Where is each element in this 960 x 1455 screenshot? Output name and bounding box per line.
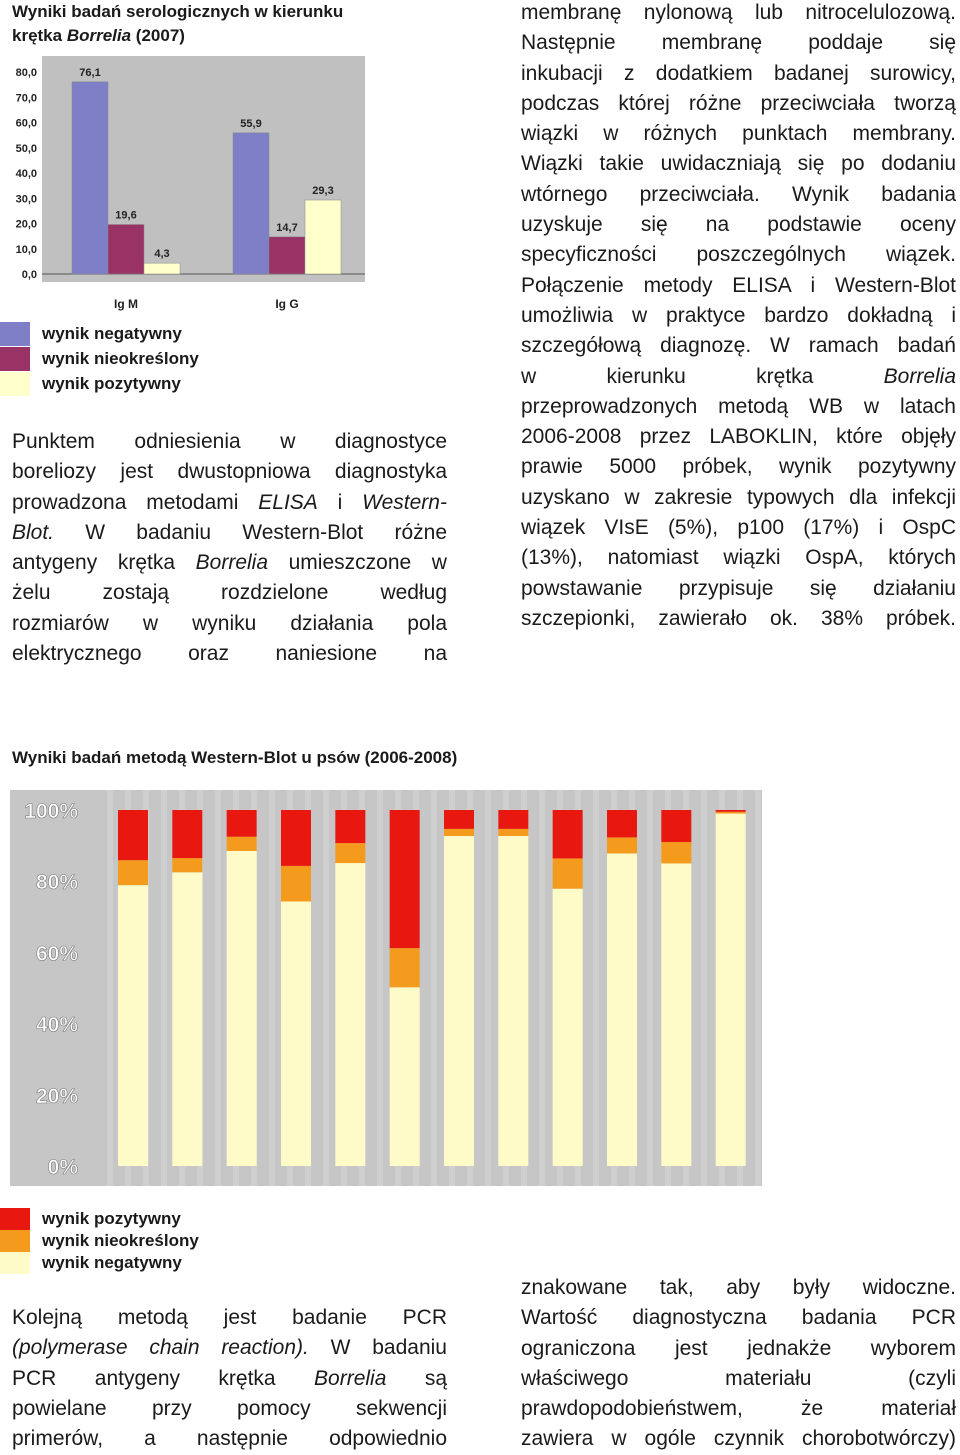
bar-segment	[553, 858, 583, 888]
bar-segment	[172, 810, 202, 858]
text-line: specyficzności poszczególnych wiązek.	[521, 243, 956, 267]
legend-label-indeterminate-2: wynik nieokreślony	[42, 1231, 199, 1250]
bar-segment	[553, 810, 583, 858]
y-tick-label: 10,0	[15, 243, 37, 256]
left-paragraph-2	[12, 1303, 447, 1454]
bar	[108, 225, 144, 274]
bar-segment	[172, 858, 202, 872]
text-line: Następnie membranę poddaje się	[521, 31, 956, 55]
text-line: Połączenie metody ELISA i Western-Blot	[521, 273, 956, 297]
text-line: w kierunku krętka Borrelia	[521, 364, 957, 388]
bar	[233, 133, 269, 274]
legend-swatch-indeterminate-2	[0, 1230, 30, 1252]
bar-segment	[661, 842, 691, 863]
data-label: 55,9	[240, 117, 262, 130]
legend-label-negative-2: wynik negatywny	[42, 1253, 182, 1272]
text-line: przeprowadzonych metodą WB w latach	[521, 394, 956, 418]
y-tick-label: 60%	[35, 942, 78, 966]
text-line: wiązek VIsE (5%), p100 (17%) i OspC	[521, 516, 956, 540]
legend-label-positive: wynik pozytywny	[42, 374, 181, 393]
legend-swatch-negative-2	[0, 1252, 30, 1274]
text-line: żelu zostają rozdzielone według	[12, 581, 447, 605]
bar-segment	[444, 829, 474, 836]
y-tick-label: 60,0	[15, 117, 37, 130]
text-line: inkubacji z dodatkiem badanej surowicy,	[521, 61, 956, 85]
bar-segment	[553, 889, 583, 1166]
y-tick-label: 30,0	[15, 193, 37, 206]
bar-segment	[390, 810, 420, 948]
data-label: 19,6	[115, 209, 137, 222]
chart1-legend	[0, 322, 300, 398]
text-line: Punktem odniesienia w diagnostyce	[12, 430, 447, 453]
text-line: ograniczona jest jednakże wyborem	[521, 1336, 956, 1360]
text-line: wiązki w różnych punktach membrany.	[521, 122, 956, 146]
text-line: prawie 5000 próbek, wynik pozytywny	[521, 455, 956, 479]
text-line: wtórnego przeciwciała. Wynik badania	[521, 182, 956, 206]
chart1-title-line2: krętka Borrelia (2007)	[12, 26, 185, 45]
bar-segment	[227, 810, 257, 837]
bar-segment	[172, 872, 202, 1166]
bar	[72, 82, 108, 274]
bar-segment	[716, 810, 746, 812]
text-line: powielane przy pomocy sekwencji	[12, 1396, 447, 1420]
bar-segment	[281, 810, 311, 866]
legend-label-negative: wynik negatywny	[42, 324, 182, 343]
y-tick-label: 40,0	[15, 168, 37, 180]
bar-segment	[716, 814, 746, 1166]
x-category-label: Ig M	[114, 297, 138, 311]
right-paragraph-1	[521, 0, 956, 634]
text-line: membranę nylonową lub nitrocelulozową.	[521, 1, 956, 24]
text-line: (13%), natomiast wiązki OspA, których	[521, 546, 956, 570]
data-label: 4,3	[154, 248, 170, 261]
bar-segment	[281, 901, 311, 1166]
bar-segment	[607, 853, 637, 1166]
bar-segment	[498, 810, 528, 829]
text-line: Wartość diagnostyczna badania PCR	[521, 1306, 956, 1330]
data-label: 14,7	[276, 221, 298, 234]
y-tick-label: 0%	[47, 1156, 78, 1179]
bar-segment	[281, 866, 311, 902]
text-line: rozmiarów w wyniku działania pola	[12, 611, 447, 635]
x-category-label: Ig G	[275, 297, 299, 311]
bar-segment	[390, 948, 420, 987]
y-tick-label: 50,0	[15, 142, 37, 155]
bar-segment	[498, 836, 528, 1166]
bar-segment	[661, 810, 691, 842]
legend-label-indeterminate: wynik nieokreślony	[42, 349, 199, 368]
legend-swatch-negative	[0, 322, 30, 346]
data-label: 76,1	[79, 66, 101, 79]
text-line: PCR antygeny krętka Borrelia są	[12, 1366, 448, 1390]
y-tick-label: 80,0	[15, 67, 37, 79]
serology-bar-chart	[10, 56, 370, 318]
y-tick-label: 20%	[35, 1084, 78, 1108]
right-paragraph-2	[521, 1273, 956, 1455]
text-line: Kolejną metodą jest badanie PCR	[12, 1306, 447, 1329]
text-line: prawdopodobieństwem, że materiał	[521, 1397, 956, 1421]
text-line: szczegółową diagnozę. W ramach badań	[521, 334, 956, 358]
text-line: szczepionki, zawierało ok. 38% próbek.	[521, 606, 956, 630]
text-line: umożliwia w praktyce bardzo dokładną i	[521, 303, 956, 327]
text-line: podczas której różne przeciwciała tworzą	[521, 91, 956, 115]
text-line: Wiązki takie uwidaczniają się po dodaniu	[521, 152, 956, 176]
y-tick-label: 0,0	[21, 269, 37, 281]
text-line: właściwego materiału (czyli	[521, 1366, 956, 1390]
text-line: powstawanie przypisuje się działaniu	[521, 576, 956, 600]
chart2-legend	[0, 1208, 300, 1278]
bar-segment	[335, 810, 365, 843]
bar-segment	[227, 851, 257, 1166]
legend-label-positive-2: wynik pozytywny	[42, 1209, 181, 1228]
text-line: boreliozy jest dwustopniowa diagnostyka	[12, 460, 447, 484]
bar	[269, 237, 305, 274]
text-line: elektrycznego oraz naniesione na	[12, 642, 447, 666]
y-tick-label: 80%	[35, 871, 78, 895]
bar-segment	[335, 863, 365, 1166]
text-line: prowadzona metodami ELISA i Western-	[12, 490, 447, 514]
y-tick-label: 70,0	[15, 92, 37, 105]
bar-segment	[118, 860, 148, 885]
legend-swatch-indeterminate	[0, 347, 30, 371]
chart1-title-line1: Wyniki badań serologicznych w kierunku	[12, 2, 344, 21]
bar-segment	[335, 843, 365, 863]
bar	[305, 200, 341, 274]
chart1-title	[12, 0, 452, 48]
western-blot-stacked-chart	[10, 790, 762, 1186]
legend-swatch-positive-2	[0, 1208, 30, 1230]
text-line: primerów, a następnie odpowiednio	[12, 1427, 447, 1451]
legend-swatch-positive	[0, 372, 30, 396]
text-line: 2006-2008 przez LABOKLIN, które objęły	[521, 425, 956, 449]
data-label: 29,3	[312, 185, 334, 198]
y-tick-label: 100%	[24, 800, 78, 823]
text-line: Blot. W badaniu Western-Blot różne	[12, 520, 448, 544]
bar-segment	[118, 885, 148, 1166]
bar-segment	[607, 810, 637, 837]
y-tick-label: 40%	[35, 1013, 78, 1037]
bar-segment	[118, 810, 148, 860]
text-line: uzyskano w zakresie typowych dla infekcji	[521, 485, 956, 509]
chart2-title: Wyniki badań metodą Western-Blot u psów (2006-2008)	[12, 748, 458, 767]
bar-segment	[444, 810, 474, 829]
text-line: znakowane tak, aby były widoczne.	[521, 1276, 956, 1299]
bar-segment	[444, 836, 474, 1166]
y-tick-label: 20,0	[15, 218, 37, 231]
bar-segment	[661, 863, 691, 1166]
bar	[144, 263, 180, 274]
bar-segment	[227, 837, 257, 851]
text-line: uzyskuje się na podstawie oceny	[521, 213, 956, 237]
text-line: antygeny krętka Borrelia umieszczone w	[12, 551, 447, 575]
bar-segment	[498, 829, 528, 836]
text-line: (polymerase chain reaction). W badaniu	[12, 1336, 447, 1360]
left-paragraph-1	[12, 427, 447, 669]
bar-segment	[716, 812, 746, 814]
bar-segment	[607, 837, 637, 853]
text-line: zawiera w ogóle czynnik chorobotwórczy)	[521, 1427, 956, 1451]
bar-segment	[390, 987, 420, 1166]
